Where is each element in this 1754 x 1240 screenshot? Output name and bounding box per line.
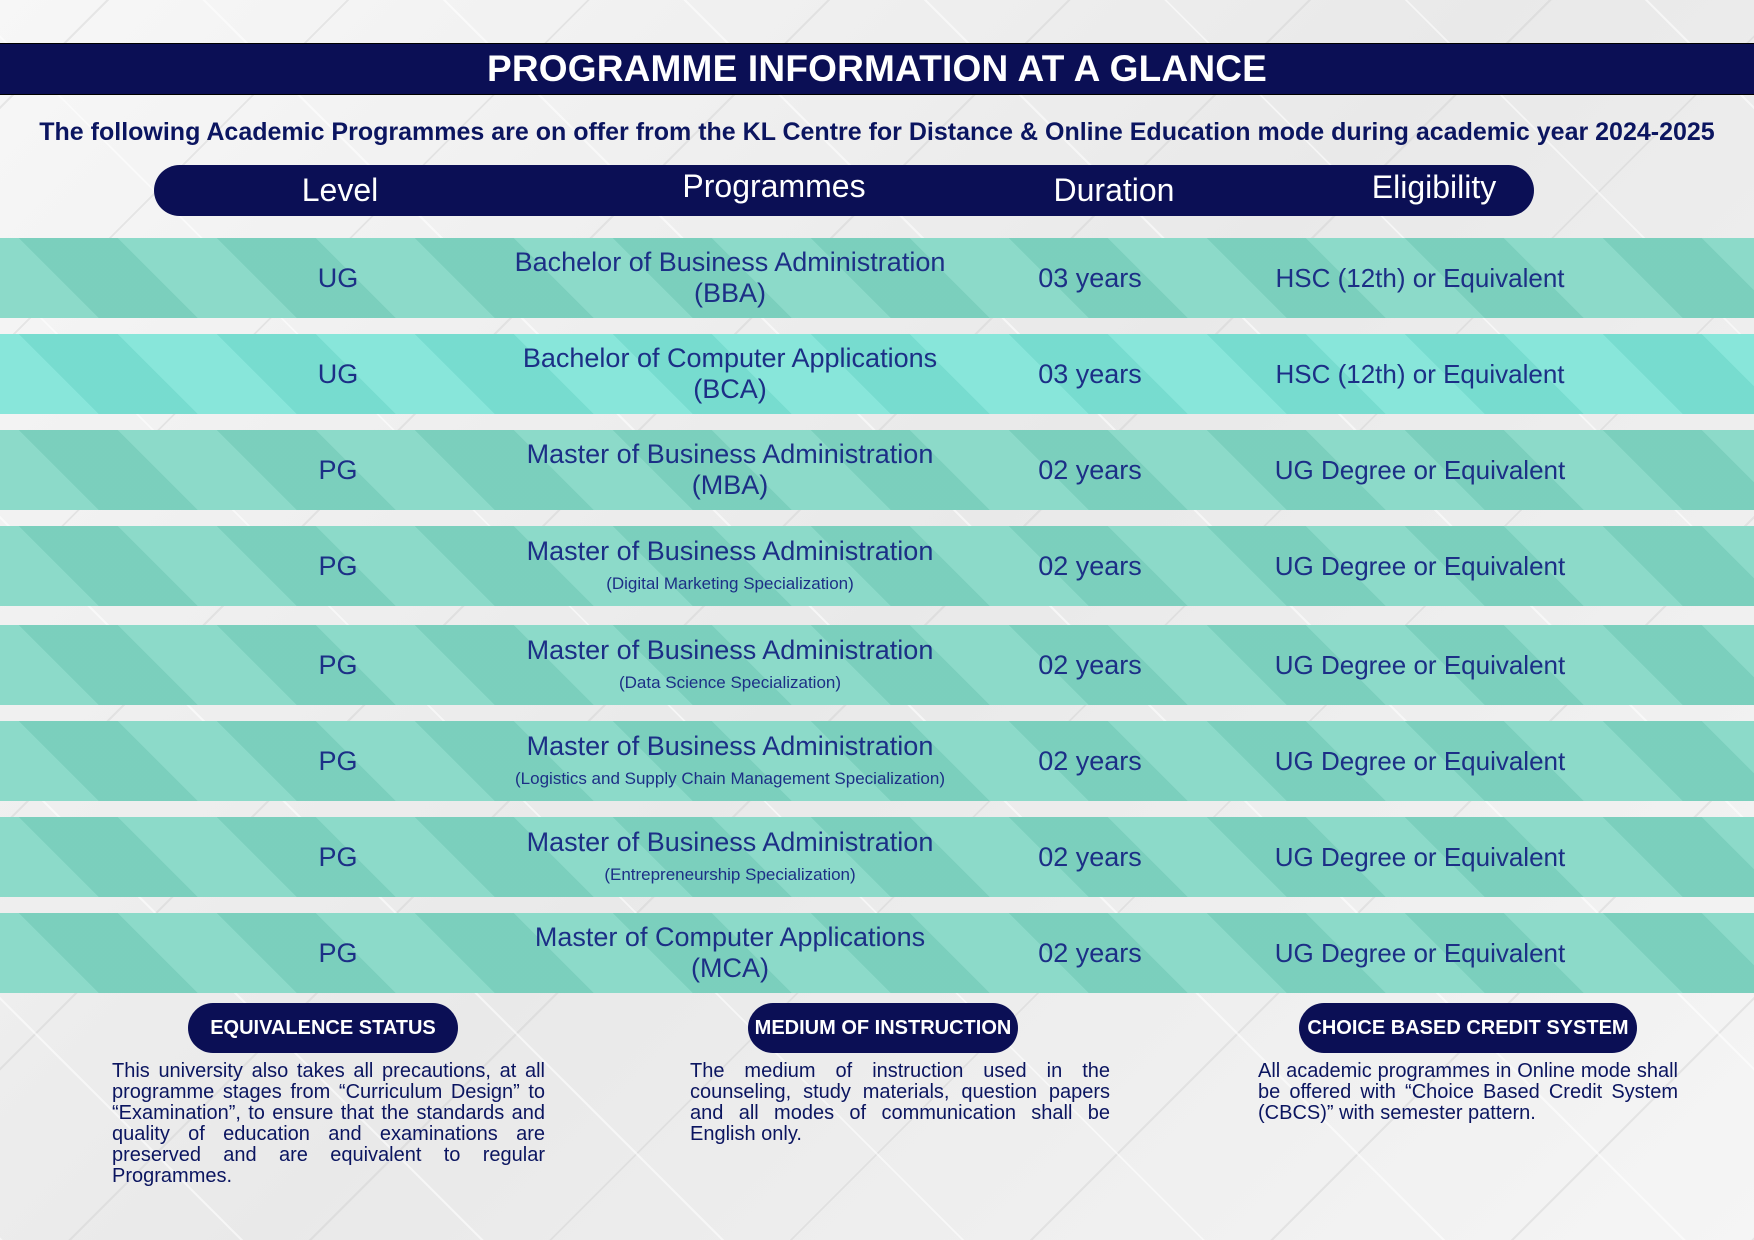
programme-name: Master of Business Administration bbox=[526, 535, 934, 566]
table-row bbox=[0, 625, 1754, 705]
cell-eligibility: UG Degree or Equivalent bbox=[1274, 745, 1566, 776]
cell-eligibility: UG Degree or Equivalent bbox=[1274, 649, 1566, 680]
programme-sub: (MCA) bbox=[691, 953, 769, 983]
cell-level: PG bbox=[318, 454, 358, 485]
cell-level: PG bbox=[318, 745, 358, 776]
cell-level: PG bbox=[318, 937, 358, 968]
cell-eligibility: UG Degree or Equivalent bbox=[1274, 454, 1566, 485]
header-eligibility: Eligibility bbox=[1371, 169, 1497, 205]
cell-programme bbox=[430, 913, 1030, 993]
programme-sub: (MBA) bbox=[691, 470, 769, 500]
programme-name: Master of Computer Applications bbox=[534, 922, 926, 952]
cell-programme bbox=[430, 625, 1030, 705]
programme-sub: (Logistics and Supply Chain Management Specialization) bbox=[515, 768, 945, 788]
table-row bbox=[0, 334, 1754, 414]
cell-programme bbox=[430, 430, 1030, 510]
cell-programme bbox=[430, 817, 1030, 897]
cell-duration: 02 years bbox=[1038, 550, 1142, 581]
cell-level: UG bbox=[317, 358, 359, 389]
header-programmes: Programmes bbox=[682, 168, 866, 204]
table-header bbox=[154, 165, 1534, 216]
programme-name: Master of Business Administration bbox=[526, 439, 934, 469]
table-row bbox=[0, 430, 1754, 510]
page-title: PROGRAMME INFORMATION AT A GLANCE bbox=[486, 48, 1268, 89]
equivalence-status-badge: EQUIVALENCE STATUS bbox=[188, 1003, 458, 1053]
header-duration: Duration bbox=[1053, 172, 1175, 208]
medium-of-instruction-badge: MEDIUM OF INSTRUCTION bbox=[748, 1003, 1018, 1053]
cell-programme bbox=[430, 238, 1030, 318]
intro-text: The following Academic Programmes are on offer from the KL Centre for Distance & Online Education mode during academic year 2024-2025 bbox=[39, 118, 1715, 146]
medium-of-instruction-text: The medium of instruction used in the counseling, study materials, question papers and all modes of communication shall be English only. bbox=[690, 1060, 1110, 1145]
cell-level: PG bbox=[318, 649, 358, 680]
cell-eligibility: UG Degree or Equivalent bbox=[1274, 550, 1566, 581]
cell-duration: 02 years bbox=[1038, 937, 1142, 968]
cell-duration: 02 years bbox=[1038, 841, 1142, 872]
programme-name: Master of Business Administration bbox=[526, 730, 934, 761]
programme-sub: (Digital Marketing Specialization) bbox=[606, 573, 854, 593]
cell-level: PG bbox=[318, 841, 358, 872]
programme-sub: (Data Science Specialization) bbox=[618, 672, 842, 692]
programme-name: Bachelor of Computer Applications bbox=[522, 343, 938, 373]
programme-name: Master of Business Administration bbox=[526, 634, 934, 665]
cbcs-text: All academic programmes in Online mode shall be offered with “Choice Based Credit System (CBCS)” with semester pattern. bbox=[1258, 1060, 1678, 1124]
table-row bbox=[0, 817, 1754, 897]
cell-programme bbox=[430, 721, 1030, 801]
cell-eligibility: HSC (12th) or Equivalent bbox=[1275, 262, 1565, 293]
cell-duration: 03 years bbox=[1038, 358, 1142, 389]
cell-duration: 02 years bbox=[1038, 454, 1142, 485]
cell-duration: 02 years bbox=[1038, 745, 1142, 776]
programme-sub: (BCA) bbox=[693, 374, 767, 404]
cell-eligibility: UG Degree or Equivalent bbox=[1274, 937, 1566, 968]
table-row bbox=[0, 913, 1754, 993]
cell-eligibility: UG Degree or Equivalent bbox=[1274, 841, 1566, 872]
title-bar bbox=[0, 43, 1754, 95]
header-level: Level bbox=[301, 172, 379, 208]
table-row bbox=[0, 238, 1754, 318]
cell-level: UG bbox=[317, 262, 359, 293]
cell-programme bbox=[430, 334, 1030, 414]
cbcs-badge: CHOICE BASED CREDIT SYSTEM bbox=[1299, 1003, 1637, 1053]
cell-duration: 03 years bbox=[1038, 262, 1142, 293]
programme-sub: (BBA) bbox=[693, 278, 766, 308]
cell-level: PG bbox=[318, 550, 358, 581]
programme-name: Master of Business Administration bbox=[526, 826, 934, 857]
programme-sub: (Entrepreneurship Specialization) bbox=[604, 864, 856, 884]
cell-programme bbox=[430, 526, 1030, 606]
table-row bbox=[0, 526, 1754, 606]
cell-eligibility: HSC (12th) or Equivalent bbox=[1275, 358, 1565, 389]
equivalence-status-text: This university also takes all precautions, at all programme stages from “Curriculum Design” to “Examination”, to ensure that the standards and quality of education and examinations are preserved and are equivalent to regular Programmes. bbox=[112, 1060, 545, 1187]
table-row bbox=[0, 721, 1754, 801]
cell-duration: 02 years bbox=[1038, 649, 1142, 680]
programme-name: Bachelor of Business Administration bbox=[514, 247, 946, 277]
